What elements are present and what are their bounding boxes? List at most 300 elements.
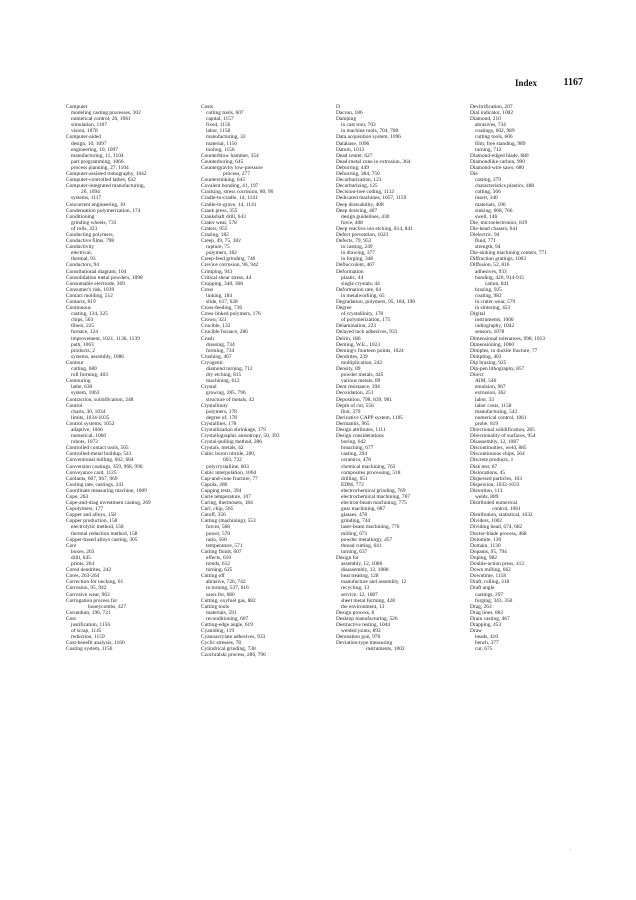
index-subentry: chips, 563 bbox=[71, 317, 94, 324]
index-subentry: insert, 340 bbox=[475, 195, 498, 202]
index-entry: Constitutional diagram, 104 bbox=[66, 268, 127, 275]
index-entry: Diffusion, 52, 816 bbox=[470, 262, 510, 269]
index-subentry: saws for, 680 bbox=[206, 591, 235, 598]
index-entry: Dip-pen lithography, 857 bbox=[470, 366, 525, 373]
index-subentry: forces, 568 bbox=[206, 524, 230, 531]
index-subentry: of crystallinity, 178 bbox=[341, 311, 384, 318]
index-subentry: labor, 33 bbox=[475, 396, 494, 403]
index-entry: Copper and alloys, 158 bbox=[66, 512, 117, 519]
index-subentry: abrasive, 726, 742 bbox=[206, 579, 246, 586]
index-entry: Contacts, 819 bbox=[66, 299, 96, 305]
index-subentry: forging, 343, 350 bbox=[475, 597, 513, 604]
index-entry: Countergravity low-pressure bbox=[201, 164, 263, 171]
index-subentry: sinking, 668, 766 bbox=[475, 207, 513, 214]
index-entry: Disassembly, 12, 1087 bbox=[470, 439, 519, 446]
index-entry: Deoxidation, 251 bbox=[336, 390, 374, 397]
index-entry: Coordinate measuring machine, 1009 bbox=[66, 487, 147, 494]
index-subentry: in sintering, 453 bbox=[475, 305, 511, 312]
index-entry: Corrosion, 95, 942 bbox=[66, 585, 107, 592]
index-subentry: powder metallurgy, 457 bbox=[341, 536, 393, 543]
index-entry: Crush bbox=[201, 335, 214, 342]
index-entry: Cooling rate, castings, 241 bbox=[66, 481, 124, 488]
page-number: 1167 bbox=[563, 77, 583, 88]
index-subentry: 603, 722 bbox=[223, 457, 242, 464]
index-subentry: degree of, 178 bbox=[206, 414, 237, 421]
index-entry: Cubic interpolation, 1064 bbox=[201, 469, 257, 476]
index-subentry: in cast iron, 703 bbox=[341, 122, 376, 129]
index-entry: Derivative CAPP system, 1105 bbox=[336, 414, 403, 421]
index-subentry: polymers, 178 bbox=[206, 408, 237, 415]
index-subentry: temperature, 571 bbox=[206, 542, 243, 549]
index-entry: Concurrent engineering, 10 bbox=[66, 201, 126, 208]
index-subentry: manufacturing, 542 bbox=[475, 408, 518, 415]
index-subentry: modeling casting processes, 302 bbox=[71, 110, 141, 117]
index-subentry: process planning, 27, 1104 bbox=[71, 164, 129, 171]
index-entry: Cubic boron nitride, 200, bbox=[201, 451, 256, 458]
index-entry: Design for bbox=[336, 554, 359, 561]
index-entry: Conversion coatings, 359, 968, 996 bbox=[66, 463, 143, 470]
index-entry: Disk test, 67 bbox=[470, 463, 498, 470]
index-subentry: numerical control, 1061 bbox=[475, 414, 527, 421]
index-subentry: welded joints, 892 bbox=[341, 628, 381, 635]
index-subentry: furnace, 124 bbox=[71, 329, 98, 336]
index-entry: Cross-linked polymers, 176 bbox=[201, 311, 261, 318]
index-subentry: robots, 1072 bbox=[71, 439, 98, 446]
index-subentry: of scrap, 1145 bbox=[71, 628, 102, 635]
index-entry: Conducting polymers, bbox=[66, 231, 114, 238]
index-entry: Datum, 1013 bbox=[336, 146, 365, 153]
index-entry: Cross bbox=[201, 286, 214, 293]
index-entry: Dead center, 627 bbox=[336, 152, 373, 159]
index-entry: Crevice corrosion, 96, 942 bbox=[201, 262, 259, 269]
index-entry: Deposition, 798, 839, 981 bbox=[336, 396, 393, 403]
index-entry: Dent resistance, 394 bbox=[336, 384, 380, 391]
index-subentry: assembly, 12, 1086 bbox=[341, 561, 383, 568]
index-entry: Crimping, 941 bbox=[201, 268, 233, 275]
index-entry: Computer-assisted tomography, 1042 bbox=[66, 171, 147, 178]
index-entry: Critical shear stress, 44 bbox=[201, 274, 252, 281]
index-entry: Crystallinity bbox=[201, 402, 228, 409]
index-entry: Die bbox=[470, 171, 478, 178]
index-entry: Drapping, 453 bbox=[470, 621, 502, 628]
index-subentry: structure of metals, 42 bbox=[206, 396, 255, 403]
index-subentry: labor, 1158 bbox=[206, 128, 231, 135]
index-entry: Computer bbox=[66, 104, 88, 110]
index-subentry: numerical, 1060 bbox=[71, 433, 107, 440]
index-entry: Dopants, 95, 794 bbox=[470, 548, 507, 555]
index-entry: Crushing, 467 bbox=[201, 353, 232, 360]
running-header-title: Index bbox=[514, 78, 537, 88]
index-entry: Deflocculent, 467 bbox=[336, 262, 375, 269]
index-entry: Draft angle bbox=[470, 585, 495, 592]
index-subentry: in metalworking, 65 bbox=[341, 292, 385, 299]
index-entry: Direct bbox=[470, 372, 484, 379]
index-entry: Cope-and-drag investment casting, 269 bbox=[66, 500, 151, 507]
index-subentry: electron-beam machining, 775 bbox=[341, 500, 407, 507]
index-subentry: coating, 982 bbox=[475, 292, 502, 299]
index-subentry: glasses, 478 bbox=[341, 512, 368, 519]
index-entry: Dolomite, 130 bbox=[470, 536, 502, 543]
index-entry: Double-action press, 412 bbox=[470, 561, 525, 568]
index-subentry: roll forming, 403 bbox=[71, 372, 108, 379]
index-entry: Dispersion, 1032-1033 bbox=[470, 481, 520, 488]
index-subentry: first, 379 bbox=[341, 408, 361, 415]
index-subentry: manufacturing, 11, 1104 bbox=[71, 152, 124, 159]
index-entry: Drag lines, 883 bbox=[470, 609, 504, 616]
index-entry: Doping, 982 bbox=[470, 554, 497, 561]
index-entry: Curing, thermosets, 184 bbox=[201, 500, 253, 507]
index-subentry: castings, 297 bbox=[475, 591, 504, 598]
index-subentry: 26, 1094 bbox=[81, 189, 100, 196]
index-entry: Decarburizing, 125 bbox=[336, 183, 378, 190]
index-subentry: electrochemical machining, 767 bbox=[341, 494, 411, 500]
index-subentry: broaching, 677 bbox=[341, 445, 374, 452]
index-entry: Cutting tools bbox=[201, 603, 230, 610]
index-subentry: cutting tools, 607 bbox=[206, 110, 244, 117]
index-entry: Computer-aided bbox=[66, 134, 101, 141]
index-subentry: EDM, 772 bbox=[341, 481, 364, 488]
index-subentry: casting, 134, 325 bbox=[71, 311, 108, 318]
index-entry: Cutting (machining), 553 bbox=[201, 518, 256, 525]
index-entry: Downtime, 1158 bbox=[470, 573, 507, 580]
index-entry: Depth of cut, 556 bbox=[336, 402, 374, 409]
index-subentry: instruments, 1000 bbox=[475, 317, 514, 324]
index-subentry: heat treating, 128 bbox=[341, 573, 379, 580]
index-subentry: numerical control, 26, 1061 bbox=[71, 116, 131, 123]
index-subentry: manufacturing, 32 bbox=[206, 134, 246, 141]
index-subentry: systems, assembly, 1086 bbox=[71, 353, 124, 360]
index-subentry: system, 1063 bbox=[71, 390, 100, 397]
index-subentry: emulsion, 967 bbox=[475, 384, 506, 391]
index-entry: Cyaniding, 119 bbox=[201, 628, 235, 635]
index-entry: Die, microelectronics, 819 bbox=[470, 219, 528, 226]
index-entry: Controlled contact tools, 565 bbox=[66, 445, 129, 452]
index-subentry: materials, 591 bbox=[206, 609, 237, 616]
index-entry: Cryogenic bbox=[201, 359, 224, 366]
index-entry: Deep drawing, 407 bbox=[336, 207, 378, 214]
index-entry: Damping bbox=[336, 116, 357, 123]
index-subentry: fibers, 225 bbox=[71, 323, 95, 330]
index-entry: Defect prevention, 1023 bbox=[336, 231, 389, 238]
index-entry: Discontinuities, weld, 885 bbox=[470, 445, 527, 452]
index-subentry: disassembly, 12, 1088 bbox=[341, 567, 389, 574]
index-entry: Corrugation process for bbox=[66, 597, 118, 604]
index-entry: Cyanoacrylate adhesives, 933 bbox=[201, 634, 266, 641]
index-subentry: trends, 612 bbox=[206, 561, 230, 568]
index-subentry: adaptive, 1066 bbox=[71, 426, 103, 433]
index-subentry: labor costs, 1158 bbox=[475, 402, 512, 409]
index-subentry: chemical machining, 763 bbox=[341, 463, 396, 470]
index-entry: Curie temperature, 107 bbox=[201, 494, 251, 500]
index-subentry: ratio, 560 bbox=[206, 536, 227, 543]
index-entry: Computer-integrated manufacturing, bbox=[66, 183, 145, 190]
index-entry: Computer-controlled lathes, 632 bbox=[66, 177, 136, 184]
index-subentry: electrolytic method, 158 bbox=[71, 524, 124, 531]
index-subentry: casting, 279 bbox=[475, 177, 502, 184]
index-entry: Deep reactive ion etching, 814, 841 bbox=[336, 225, 413, 232]
index-subentry: radiography, 1042 bbox=[475, 323, 515, 330]
index-subentry: milling, 671 bbox=[341, 530, 368, 537]
index-subentry: swell, 146 bbox=[475, 213, 498, 220]
index-entry: Conductors, 94 bbox=[66, 262, 99, 269]
index-column-3 bbox=[336, 104, 464, 884]
index-entry: Conditioning bbox=[66, 213, 95, 220]
index-subentry: path, 1063 bbox=[71, 341, 94, 348]
index-entry: Dimpling, 403 bbox=[470, 353, 502, 360]
index-entry: Distortion, 113 bbox=[470, 487, 503, 494]
index-entry: Detonation gun, 978 bbox=[336, 634, 381, 641]
index-entry: Dimensional tolerances, 998, 1013 bbox=[470, 335, 546, 342]
index-subentry: laser-beam machining, 776 bbox=[341, 524, 400, 531]
index-entry: Density, 89 bbox=[336, 366, 361, 373]
index-subentry: service, 12, 1087 bbox=[341, 591, 378, 598]
index-subentry: AIM, 546 bbox=[475, 378, 497, 385]
index-entry: Cupola, 286 bbox=[201, 481, 228, 488]
index-entry: Decarburization, 121 bbox=[336, 177, 382, 184]
index-subentry: drilling, 651 bbox=[341, 475, 368, 482]
index-entry: Doctor-blade process, 468 bbox=[470, 530, 527, 537]
index-entry: Creep, 49, 75, 182 bbox=[201, 238, 241, 245]
index-subentry: in turning, 537, 616 bbox=[206, 585, 249, 592]
index-entry: D bbox=[336, 104, 340, 110]
index-subentry: prints, 264 bbox=[71, 561, 95, 568]
index-subentry: probe, 819 bbox=[475, 420, 499, 427]
index-entry: Cutoff, 356 bbox=[201, 512, 226, 519]
index-subentry: instruments, 1002 bbox=[366, 646, 405, 653]
index-subentry: beads, 410 bbox=[475, 634, 499, 641]
index-entry: Crown, 321 bbox=[201, 317, 227, 324]
index-entry: Dead-metal zone in extrusion, 364 bbox=[336, 158, 411, 165]
index-entry: Devitrification, 207 bbox=[470, 104, 513, 110]
index-subentry: control, 1061 bbox=[492, 506, 521, 513]
index-entry: Contact molding, 512 bbox=[66, 292, 113, 299]
index-entry: Drag, 263 bbox=[470, 603, 492, 610]
index-entry: Conventional milling, 662, 664 bbox=[66, 457, 134, 464]
index-entry: Directionality of surfaces, 954 bbox=[470, 433, 536, 440]
index-subentry: sensors, 1078 bbox=[475, 329, 505, 336]
index-entry: Dip brazing, 925 bbox=[470, 359, 507, 366]
index-entry: Conductive films, 798 bbox=[66, 238, 115, 245]
index-entry: Destructive testing, 1044 bbox=[336, 621, 391, 628]
index-entry: Copper production, 158 bbox=[66, 518, 118, 525]
index-entry: Dimensioning, 1060 bbox=[470, 341, 515, 348]
index-subentry: welds, 889 bbox=[475, 494, 499, 500]
index-entry: Czochralski process, 286, 796 bbox=[201, 652, 266, 659]
index-subentry: various metals, 89 bbox=[341, 378, 381, 385]
index-entry: Database, 1096 bbox=[336, 140, 370, 147]
index-entry: Directional solidification, 285 bbox=[470, 426, 535, 433]
index-entry: Costing system, 1156 bbox=[66, 646, 113, 653]
index-entry: Diamond-edged blade, 680 bbox=[470, 152, 529, 159]
index-entry: Cutting off bbox=[201, 573, 225, 580]
index-subentry: in forging, 348 bbox=[341, 256, 374, 263]
index-column-1 bbox=[66, 104, 194, 884]
index-entry: Deming, W.E., 1023 bbox=[336, 341, 381, 348]
index-entry: Draft, rolling, 318 bbox=[470, 579, 510, 586]
page-header bbox=[60, 78, 583, 90]
index-entry: Diamondlike carbon, 990 bbox=[470, 158, 525, 165]
index-entry: Conveyance card, 1125 bbox=[66, 469, 117, 476]
index-subentry: justification, 1156 bbox=[71, 621, 111, 628]
index-subentry: diamond turning, 712 bbox=[206, 366, 253, 373]
index-entry: Deviation-type measuring bbox=[336, 640, 393, 647]
index-entry: Defects, 79, 953 bbox=[336, 238, 372, 245]
index-subentry: reconditioning, 607 bbox=[206, 615, 249, 622]
index-subentry: engineering, 10, 1097 bbox=[71, 146, 119, 153]
index-subentry: fixed, 1156 bbox=[206, 122, 231, 129]
index-entry: Conductivity bbox=[66, 244, 95, 251]
index-subentry: honeycombs, 427 bbox=[88, 603, 127, 610]
index-subentry: linking, 184 bbox=[206, 292, 233, 299]
index-entry: Deburring, 449 bbox=[336, 164, 369, 171]
index-entry: Digital bbox=[470, 311, 485, 318]
index-entry: Cup-and-cone fracture, 77 bbox=[201, 475, 258, 482]
index-entry: Distributed numerical bbox=[470, 500, 518, 507]
index-entry: Dial indicator, 1002 bbox=[470, 110, 514, 117]
index-subentry: cutting, 366 bbox=[475, 189, 501, 196]
page-mark: · bbox=[569, 847, 571, 853]
index-entry: Discontinuous chips, 564 bbox=[470, 451, 525, 458]
index-entry: Distribution, statistical, 1032 bbox=[470, 512, 533, 519]
index-entry: Contour bbox=[66, 359, 84, 366]
index-entry: Crystallization shrinkage, 179 bbox=[201, 426, 266, 433]
index-entry: Cost bbox=[66, 615, 76, 622]
index-subentry: in drawing, 377 bbox=[341, 250, 375, 257]
index-subentry: adhesives, 933 bbox=[475, 268, 507, 275]
index-entry: Cope, 263 bbox=[66, 494, 89, 500]
index-entry: Costs bbox=[201, 104, 213, 110]
index-entry: Cross-feeding, 736 bbox=[201, 305, 243, 312]
index-subentry: strength, 94 bbox=[475, 244, 501, 251]
index-subentry: casting, 294 bbox=[341, 451, 368, 458]
index-subentry: in casting, 249 bbox=[341, 244, 373, 251]
index-subentry: turning, 637 bbox=[341, 548, 368, 555]
index-entry: Crater wear, 578 bbox=[201, 219, 237, 226]
index-subentry: lathe, 630 bbox=[71, 384, 93, 391]
index-subentry: electrical, bbox=[71, 250, 93, 257]
index-entry: Desktop manufacturing, 526 bbox=[336, 615, 398, 622]
index-entry: Cost-benefit analysis, 1160 bbox=[66, 640, 125, 647]
index-entry: Decision-tree coding, 1112 bbox=[336, 189, 395, 196]
index-subentry: charts, 30, 1034 bbox=[71, 408, 106, 415]
index-subentry: sheet metal forming, 428 bbox=[341, 597, 395, 604]
index-subentry: manufacture and assembly, 12 bbox=[341, 579, 407, 586]
index-entry: Counterblow hammer, 354 bbox=[201, 152, 259, 159]
index-entry: Cylindrical grinding, 738 bbox=[201, 646, 256, 653]
index-subentry: composites processing, 518 bbox=[341, 469, 401, 476]
index-entry: Deming's fourteen points, 1024 bbox=[336, 347, 404, 354]
index-entry: Contraction, solidification, 248 bbox=[66, 396, 134, 403]
index-entry: Deformation bbox=[336, 268, 364, 275]
index-entry: Contouring bbox=[66, 378, 91, 385]
index-entry: Crystal bbox=[201, 384, 217, 391]
index-subentry: systems, 1117 bbox=[71, 195, 102, 202]
index-entry: Controlled-metal buildup, 541 bbox=[66, 451, 132, 458]
index-entry: Cutting fluids, 607 bbox=[201, 548, 242, 555]
index-entry: Dendrites, 239 bbox=[336, 353, 368, 360]
index-entry: Counterboring, 645 bbox=[201, 158, 244, 165]
index-entry: Condensation polymerization, 174 bbox=[66, 207, 141, 214]
index-entry: Degradation, polymers, 95, 184, 190 bbox=[336, 299, 416, 305]
index-subentry: electrochemical grinding, 769 bbox=[341, 487, 406, 494]
index-subentry: design guidelines, 430 bbox=[341, 213, 390, 220]
index-entry: Cores, 263-264 bbox=[66, 573, 100, 580]
index-entry: Crank press, 355 bbox=[201, 207, 238, 214]
index-subentry: vision, 1078 bbox=[71, 128, 98, 135]
index-entry: Cyclic stresses, 78 bbox=[201, 640, 241, 647]
index-subentry: powder metals, 445 bbox=[341, 372, 384, 379]
index-subentry: extrusion, 362 bbox=[475, 390, 506, 397]
index-subentry: simulation, 1107 bbox=[71, 122, 108, 129]
index-subentry: brazing, 925 bbox=[475, 286, 502, 293]
index-subentry: thread cutting, 641 bbox=[341, 542, 382, 549]
index-entry: Delrin, 186 bbox=[336, 335, 361, 342]
index-subentry: ceramics, 478 bbox=[341, 457, 371, 464]
index-entry: Delamination, 223 bbox=[336, 323, 377, 330]
index-subentry: fluid, 771 bbox=[475, 238, 496, 245]
index-entry: Core bbox=[66, 542, 77, 549]
index-subentry: tooling, 1156 bbox=[206, 146, 235, 153]
index-entry: Cracking, stress corrosion, 80, 96 bbox=[201, 189, 274, 196]
index-entry: Design process, 8 bbox=[336, 609, 375, 616]
index-subentry: characteristics plastics, 488 bbox=[475, 183, 535, 190]
index-entry: Draw bbox=[470, 628, 482, 635]
index-subentry: cut, 675 bbox=[475, 646, 493, 653]
index-subentry: in crater wear, 579 bbox=[475, 299, 516, 305]
index-entry: Control bbox=[66, 402, 83, 409]
index-entry: Cutting, oxyfuel gas, 882 bbox=[201, 597, 256, 604]
index-subentry: boring, 642 bbox=[341, 439, 366, 446]
index-subentry: dressing, 734 bbox=[206, 341, 235, 348]
index-subentry: products, 2 bbox=[71, 347, 95, 354]
index-entry: Crucible furnace, 286 bbox=[201, 329, 248, 336]
index-entry: Dividing head, 674, 682 bbox=[470, 524, 523, 531]
index-entry: Delayed tack adhesives, 933 bbox=[336, 329, 398, 336]
index-entry: Diamond, 210 bbox=[470, 116, 501, 123]
index-entry: Craters, 955 bbox=[201, 225, 228, 232]
index-subentry: turning, 712 bbox=[475, 146, 502, 153]
index-subentry: machining, 612 bbox=[206, 378, 240, 385]
index-subentry: effects, 610 bbox=[206, 554, 232, 561]
index-entry: Cutting-edge angle, 619 bbox=[201, 621, 253, 628]
index-entry: Domain, 1130 bbox=[470, 542, 501, 549]
index-entry: Coolants, 607, 967, 969 bbox=[66, 475, 118, 482]
index-entry: Creep-feed grinding, 740 bbox=[201, 256, 256, 263]
index-entry: Consumer's risk, 1039 bbox=[66, 286, 115, 293]
index-entry: Dislocations, 45 bbox=[470, 469, 506, 476]
index-entry: Crystallographic anisotropy, 50, 393 bbox=[201, 433, 280, 440]
index-entry: Deep drawability, 408 bbox=[336, 201, 384, 208]
index-column-2 bbox=[201, 104, 329, 884]
index-entry: Die-sinking machining centers, 771 bbox=[470, 250, 547, 257]
index-entry: Crazing, 182 bbox=[201, 231, 229, 238]
index-subentry: process, 277 bbox=[223, 171, 250, 178]
index-entry: Design attributes, 1111 bbox=[336, 426, 386, 433]
index-subentry: turning, 625 bbox=[206, 567, 233, 574]
index-entry: Continuous bbox=[66, 305, 91, 312]
index-subentry: cation, 841 bbox=[485, 280, 509, 287]
index-entry: Die-head chasers, 641 bbox=[470, 225, 518, 232]
index-subentry: abrasives, 734 bbox=[475, 122, 506, 129]
index-entry: Design considerations bbox=[336, 433, 384, 440]
index-entry: Countersinking, 645 bbox=[201, 177, 246, 184]
index-subentry: drill, 645 bbox=[71, 554, 91, 561]
index-entry: Crystal-pulling method, 286 bbox=[201, 439, 262, 446]
index-subentry: limits, 1034-1035 bbox=[71, 414, 110, 421]
index-entry: Deformation rate, 64 bbox=[336, 286, 382, 293]
index-entry: Discrete products, 1 bbox=[470, 457, 514, 464]
index-entry: Dispersed particles, 103 bbox=[470, 475, 522, 482]
